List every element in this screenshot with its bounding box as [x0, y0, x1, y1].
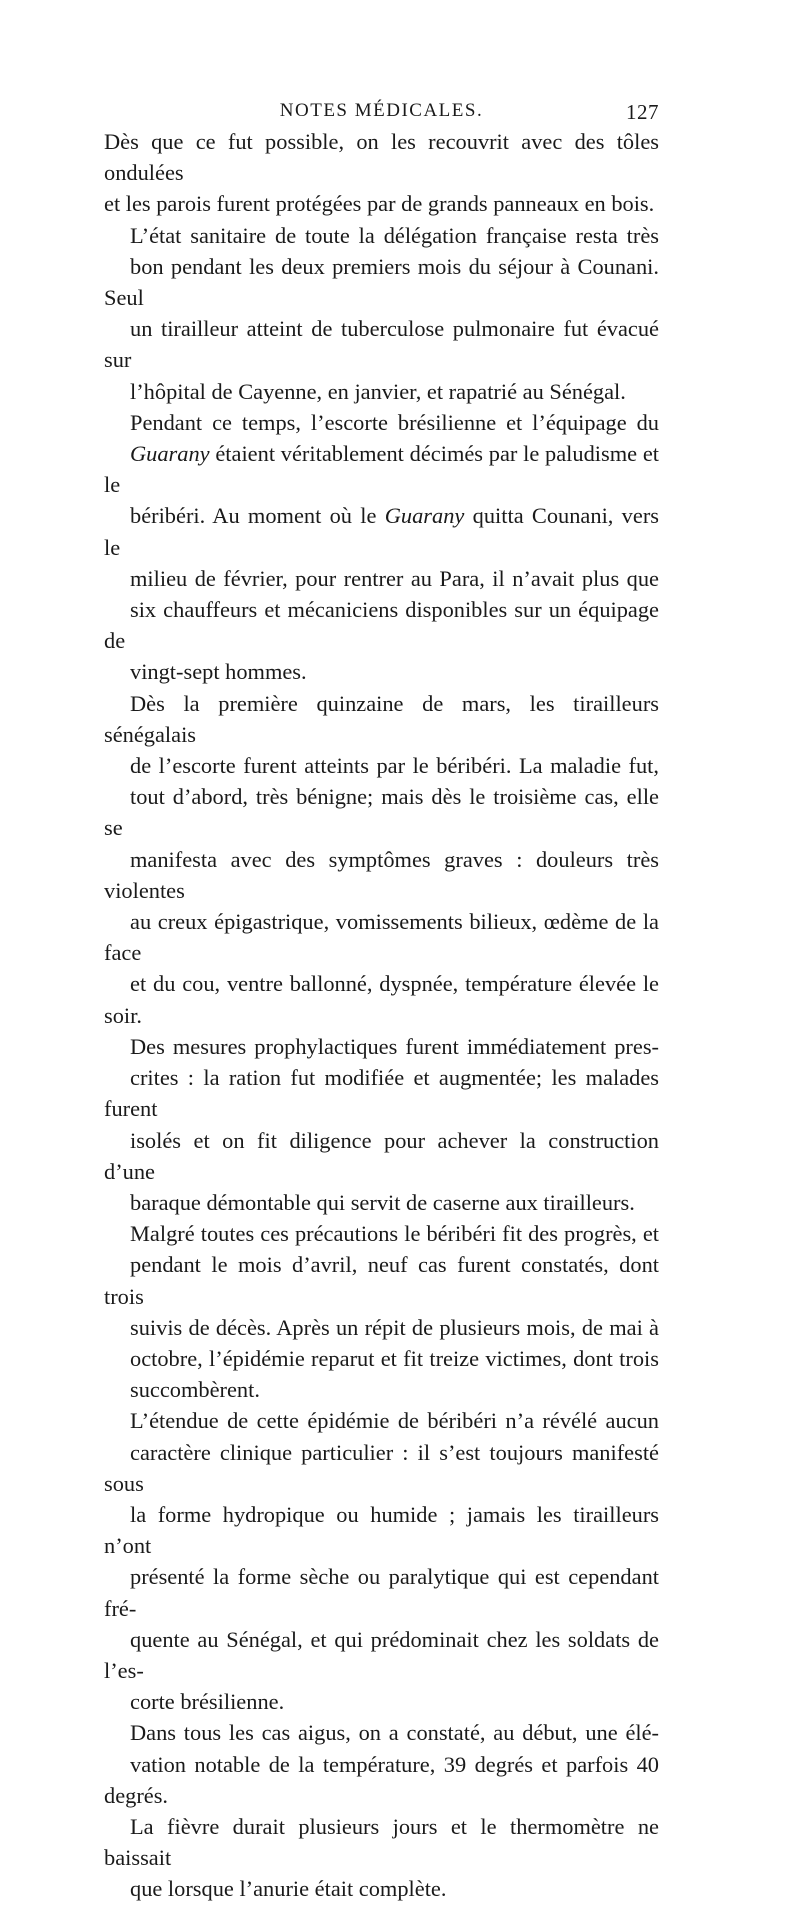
paragraph-3 — [104, 407, 659, 688]
text-line: Des mesures prophylactiques furent immédiatement pres- — [130, 1033, 659, 1059]
text-line: et du cou, ventre ballonné, dyspnée, température élevée le soir. — [104, 971, 659, 1028]
text-line: un tirailleur atteint de tuberculose pulmonaire fut évacué sur — [104, 316, 659, 373]
text-line: Pendant ce temps, l’escorte brésilienne et l’équipage du — [130, 409, 659, 435]
text-line: vingt-sept hommes. — [130, 659, 307, 685]
text-line: bon pendant les deux premiers mois du séjour à Counani. Seul — [104, 253, 659, 311]
text-line: octobre, l’épidémie reparut et fit treize victimes, dont trois — [130, 1345, 659, 1371]
text-line: pendant le mois d’avril, neuf cas furent constatés, dont trois — [104, 1252, 659, 1309]
text-line: L’étendue de cette épidémie de béribéri n’a révélé aucun — [130, 1408, 659, 1434]
text-line: la forme hydropique ou humide ; jamais les tirailleurs n’ont — [104, 1501, 659, 1559]
text-line: vation notable de la température, 39 degrés et parfois 40 degrés. — [104, 1751, 659, 1808]
text-line: crites : la ration fut modifiée et augmentée; les malades furent — [104, 1065, 659, 1122]
text-line: caractère clinique particulier : il s’est toujours manifesté sous — [104, 1439, 659, 1496]
running-title: NOTES MÉDICALES. — [279, 100, 484, 121]
text-line: que lorsque l’anurie était complète. — [130, 1876, 447, 1902]
running-header — [104, 96, 659, 126]
text-line: La fièvre durait plusieurs jours et le thermomètre ne baissait — [104, 1813, 659, 1871]
text-line: six chauffeurs et mécaniciens disponibles sur un équipage de — [104, 597, 659, 654]
text-line: de l’escorte furent atteints par le béribéri. La maladie fut, — [130, 753, 659, 779]
text-line: isolés et on fit diligence pour achever la construction d’une — [104, 1127, 659, 1184]
text-line: quente au Sénégal, et qui prédominait chez les soldats de l’es- — [104, 1626, 659, 1683]
text-line: Malgré toutes ces précautions le béribéri fit des progrès, et — [130, 1221, 659, 1247]
text-line: Dès la première quinzaine de mars, les tirailleurs sénégalais — [104, 690, 659, 747]
paragraph-1 — [104, 126, 659, 220]
text-line: corte brésilienne. — [130, 1689, 285, 1715]
ship-name: Guarany — [384, 503, 465, 529]
text-line: milieu de février, pour rentrer au Para, il n’avait plus que — [130, 565, 659, 591]
text-line: L’état sanitaire de toute la délégation française resta très — [130, 222, 659, 248]
text-line: tout d’abord, très bénigne; mais dès le troisième cas, elle se — [104, 784, 659, 841]
text-line: Guarany étaient véritablement décimés par le paludisme et le — [104, 441, 659, 498]
paragraph-8 — [104, 1717, 659, 1904]
text-line: et les parois furent protégées par de grands panneaux en bois. — [104, 191, 655, 217]
body-text — [104, 126, 659, 1905]
ship-name: Guarany — [130, 441, 210, 467]
paragraph-7 — [104, 1405, 659, 1717]
text-line: suivis de décès. Après un répit de plusieurs mois, de mai à — [130, 1314, 659, 1340]
text-line: Dès que ce fut possible, on les recouvrit avec des tôles ondulées — [104, 129, 659, 186]
text-line: au creux épigastrique, vomissements bilieux, œdème de la face — [104, 909, 659, 966]
text-line: manifesta avec des symptômes graves : douleurs très violentes — [104, 846, 659, 903]
paragraph-2 — [104, 220, 659, 407]
text-line: présenté la forme sèche ou paralytique qui est cependant fré- — [104, 1564, 659, 1621]
page-number: 127 — [626, 100, 659, 124]
text-line: succombèrent. — [130, 1377, 260, 1403]
text-line: Dans tous les cas aigus, on a constaté, au début, une élé- — [130, 1720, 659, 1746]
text-line: baraque démontable qui servit de caserne aux tirailleurs. — [130, 1189, 635, 1215]
text-line: béribéri. Au moment où le Guarany quitta Counani, vers le — [104, 503, 659, 560]
paragraph-4 — [104, 688, 659, 1031]
paragraph-6 — [104, 1218, 659, 1405]
paragraph-5 — [104, 1031, 659, 1218]
text-line: l’hôpital de Cayenne, en janvier, et rapatrié au Sénégal. — [130, 378, 626, 404]
